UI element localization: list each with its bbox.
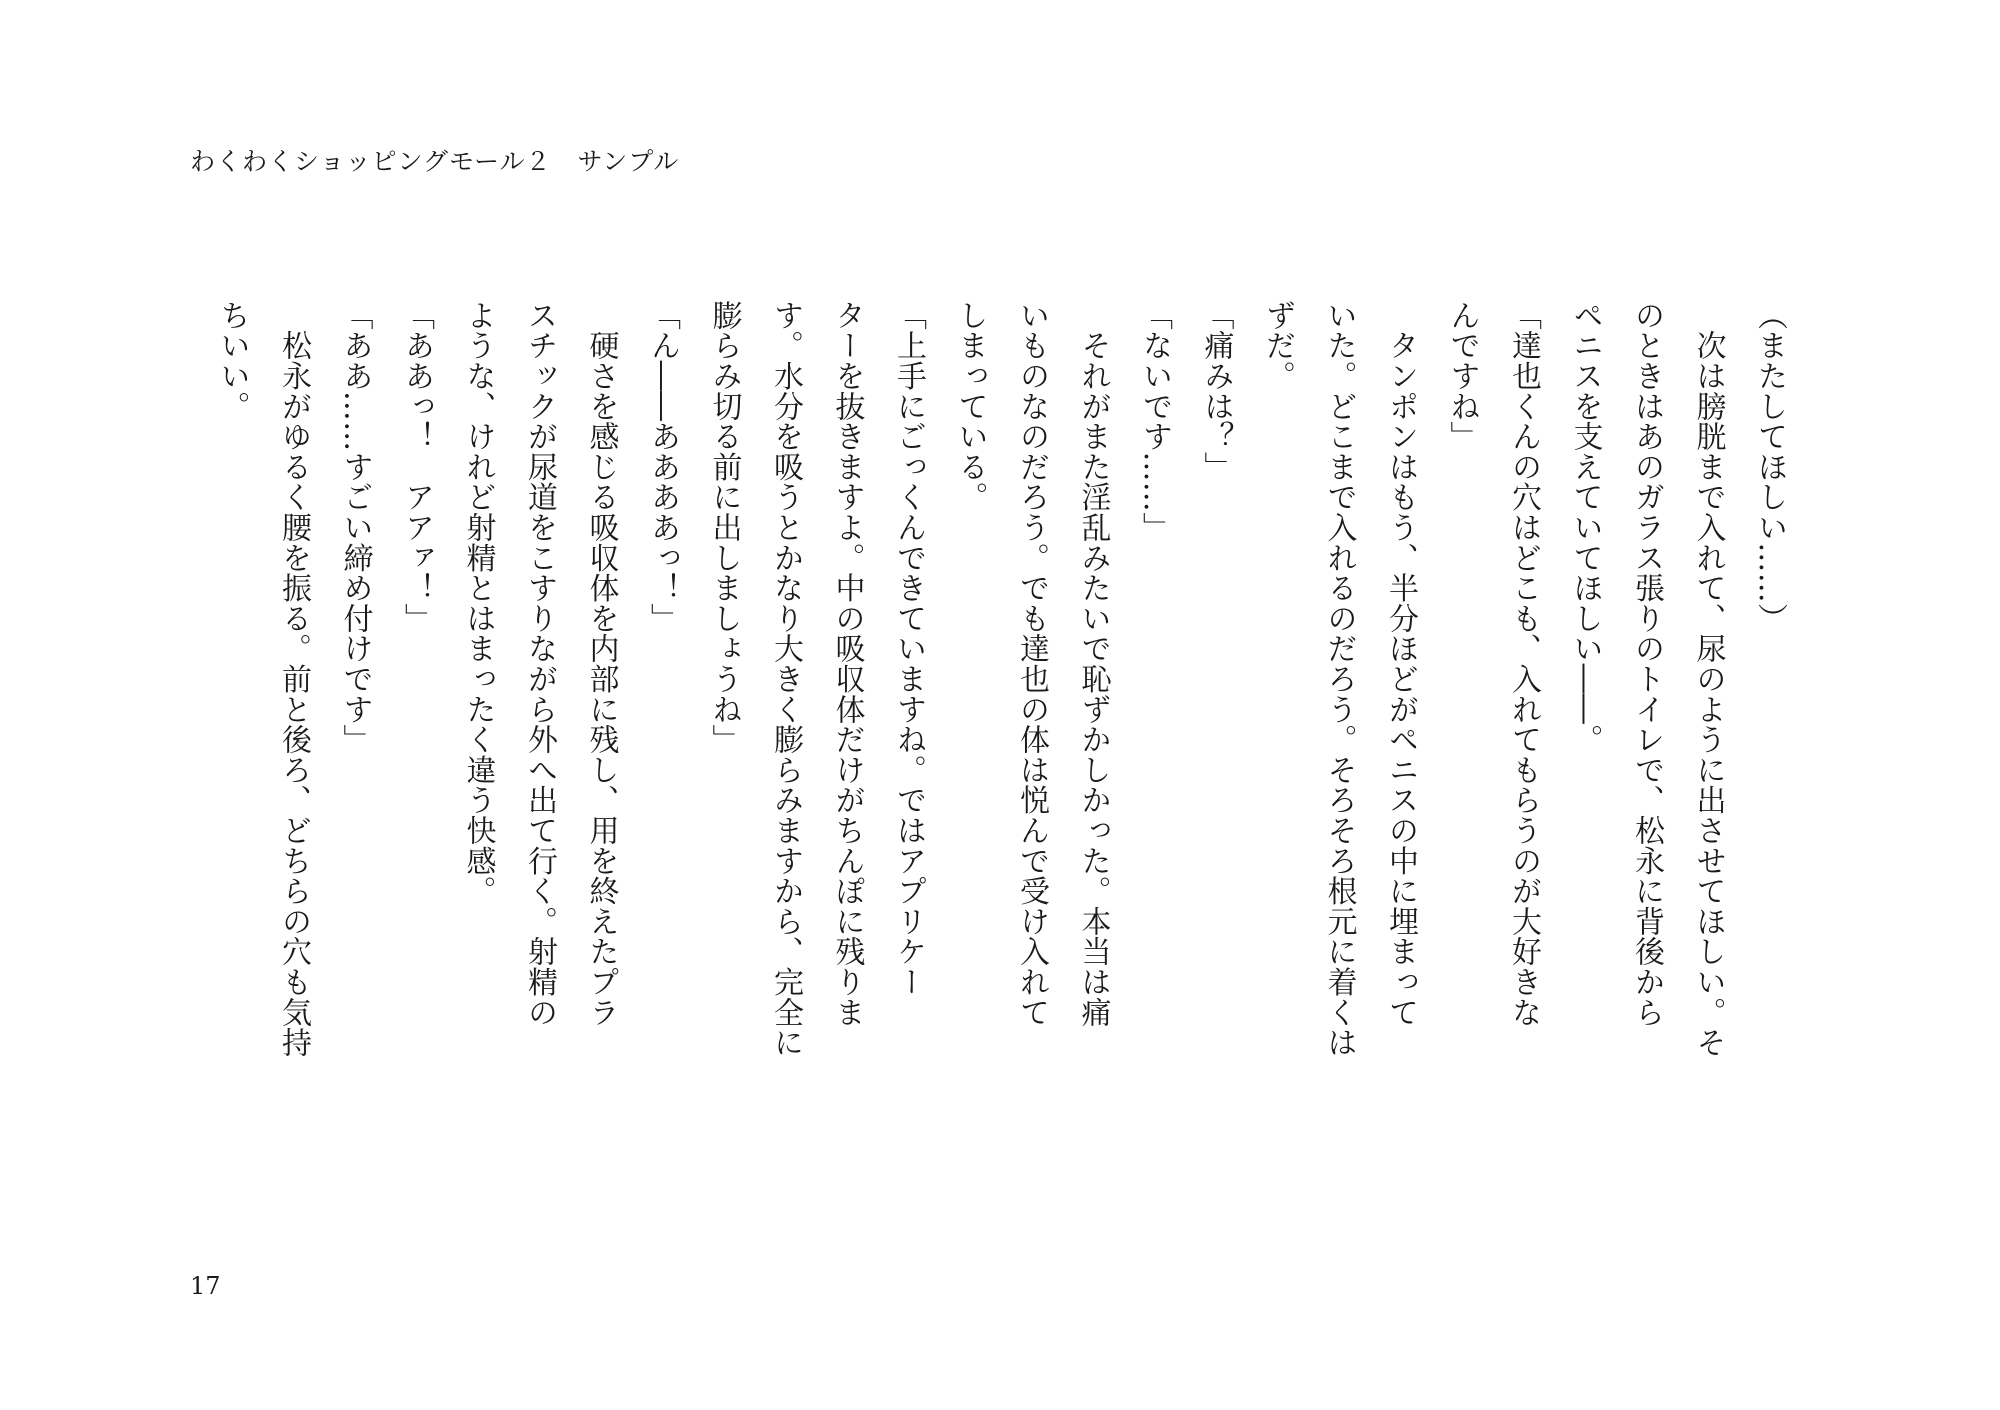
text-line: ちいい。 (214, 300, 250, 422)
text-line: 「ないです……」 (1137, 300, 1172, 543)
text-line: しまっている。 (952, 300, 988, 513)
text-line: 「上手にごっくんできていますね。ではアプリケー (891, 300, 926, 997)
text-line: 「ああ……すごい締め付けです」 (337, 300, 373, 755)
text-line: ような、けれど射精とはまったく違う快感。 (460, 300, 496, 906)
text-line: タンポンはもう、半分ほどがペニスの中に埋まって (1383, 300, 1418, 1028)
text-line: （またしてほしい……） (1752, 300, 1787, 634)
text-line: いた。どこまで入れるのだろう。そろそろ根元に着くは (1321, 300, 1357, 1058)
text-line: それがまた淫乱みたいで恥ずかしかった。本当は痛 (1075, 300, 1111, 1028)
page-number: 17 (190, 1272, 221, 1300)
text-line: 膨らみ切る前に出しましょうね」 (706, 300, 742, 755)
text-line: 「達也くんの穴はどこも、入れてもらうのが大好きな (1506, 300, 1541, 1028)
text-line: 「ああっ！ アアァ！」 (399, 300, 434, 634)
text-line: ペニスを支えていてほしい――。 (1567, 300, 1603, 755)
text-line: のときはあのガラス張りのトイレで、松永に背後から (1629, 300, 1664, 1028)
text-line: ターを抜きますよ。中の吸収体だけがちんぽに残りま (829, 300, 865, 1028)
text-line: スチックが尿道をこすりながら外へ出て行く。射精の (522, 300, 557, 1028)
text-line: んですね」 (1444, 300, 1480, 452)
novel-body-text (214, 300, 1800, 1150)
text-line: 「ん――ああああっ！」 (645, 300, 680, 634)
text-line: ずだ。 (1260, 300, 1295, 391)
text-line: 松永がゆるく腰を振る。前と後ろ、どちらの穴も気持 (276, 300, 311, 1058)
text-line: いものなのだろう。でも達也の体は悦んで受け入れて (1014, 300, 1049, 1028)
text-line: 「痛みは？」 (1198, 300, 1234, 482)
running-header: わくわくショッピングモール２ サンプル (190, 147, 680, 176)
text-line: す。水分を吸うとかなり大きく膨らみますから、完全に (768, 300, 803, 1058)
text-line: 次は膀胱まで入れて、尿のように出させてほしい。そ (1690, 300, 1726, 1058)
text-line: 硬さを感じる吸収体を内部に残し、用を終えたプラ (583, 300, 619, 1028)
